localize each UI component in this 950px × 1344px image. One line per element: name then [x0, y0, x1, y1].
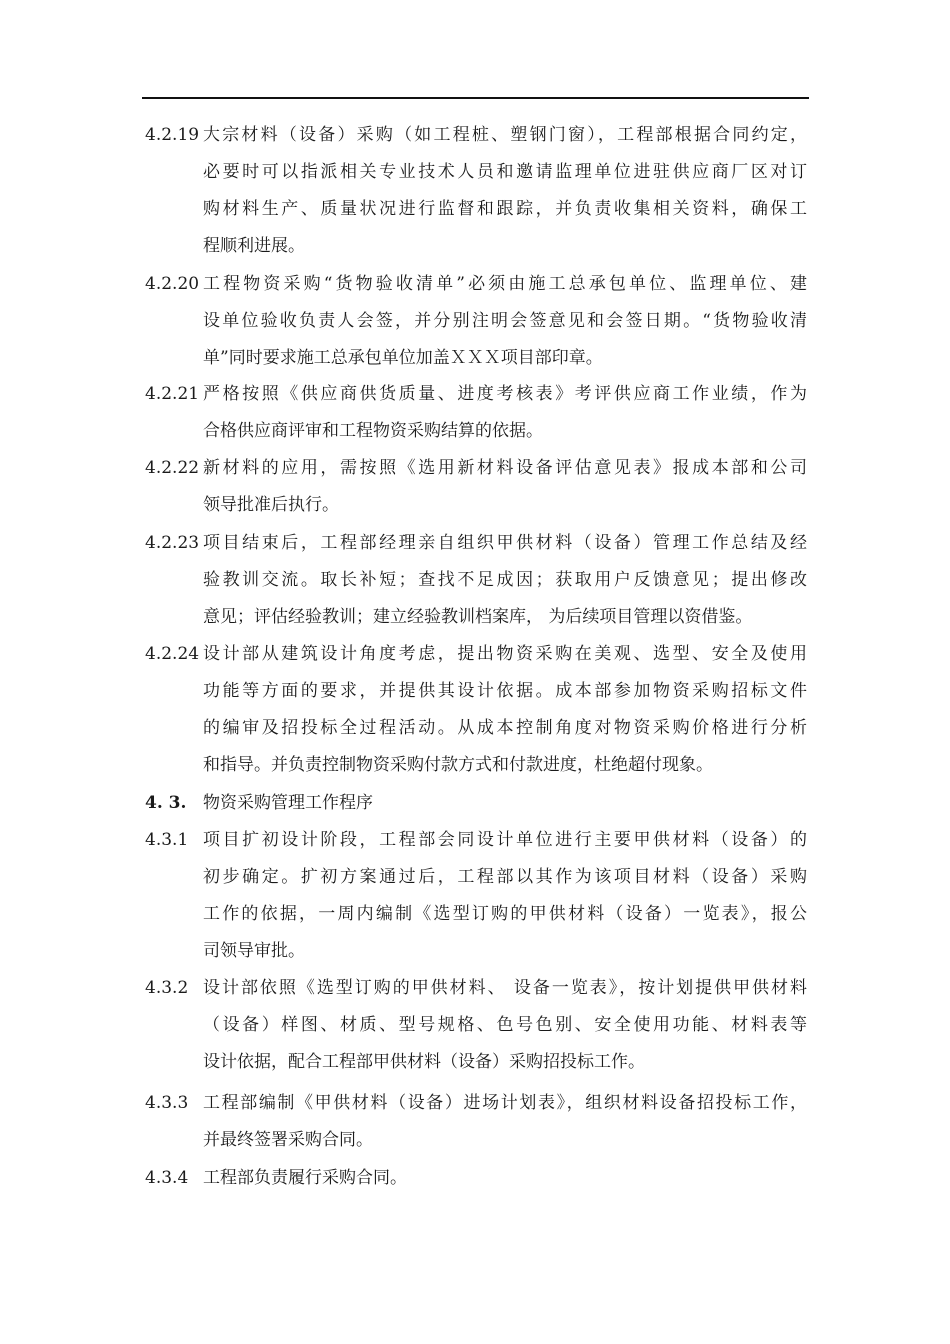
- text-line: 合格供应商评审和工程物资采购结算的依据。: [203, 421, 543, 441]
- clause-number: 4.2.19: [145, 125, 200, 145]
- text-line: （设备）样图、材质、型号规格、色号色别、安全使用功能、材料表等: [203, 1015, 807, 1035]
- text-line: 必要时可以指派相关专业技术人员和邀请监理单位进驻供应商厂区对订: [203, 162, 807, 182]
- clause-number: 4.2.21: [145, 384, 200, 404]
- clause-text: [203, 450, 807, 524]
- clause-text: [203, 376, 807, 450]
- text-line: 初步确定。扩初方案通过后，工程部以其作为该项目材料（设备）采购: [203, 867, 807, 887]
- clause-number: 4.3.4: [145, 1168, 189, 1188]
- clause-text: [203, 1085, 807, 1159]
- text-line: 工程物资采购“货物验收清单”必须由施工总承包单位、监理单位、建: [203, 274, 807, 294]
- clause-text: [203, 117, 807, 265]
- header-rule: [142, 97, 809, 99]
- text-line: 项目结束后，工程部经理亲自组织甲供材料（设备）管理工作总结及经: [203, 533, 807, 553]
- clause-text: [203, 525, 807, 636]
- text-line: 的编审及招投标全过程活动。从成本控制角度对物资采购价格进行分析: [203, 718, 807, 738]
- section-number: 4. 3.: [145, 793, 187, 813]
- text-line: 意见；评估经验教训；建立经验教训档案库， 为后续项目管理以资借鉴。: [203, 607, 753, 627]
- text-line: 单”同时要求施工总承包单位加盖ＸＸＸ项目部印章。: [203, 348, 603, 368]
- text-line: 物资采购管理工作程序: [203, 793, 373, 813]
- clause-text: [203, 266, 807, 377]
- section-title: [203, 785, 807, 822]
- text-line: 领导批准后执行。: [203, 495, 339, 515]
- clause-text: [203, 970, 807, 1081]
- text-line: 新材料的应用，需按照《选用新材料设备评估意见表》报成本部和公司: [203, 458, 807, 478]
- text-line: 设计依据，配合工程部甲供材料（设备）采购招投标工作。: [203, 1052, 645, 1072]
- text-line: 程顺利进展。: [203, 236, 305, 256]
- text-line: 司领导审批。: [203, 941, 305, 961]
- clause-number: 4.2.20: [145, 274, 200, 294]
- clause-text: [203, 1160, 807, 1197]
- text-line: 工作的依据，一周内编制《选型订购的甲供材料（设备）一览表》，报公: [203, 904, 807, 924]
- text-line: 设计部从建筑设计角度考虑，提出物资采购在美观、选型、安全及使用: [203, 644, 807, 664]
- text-line: 设单位验收负责人会签，并分别注明会签意见和会签日期。“货物验收清: [203, 311, 807, 331]
- text-line: 严格按照《供应商供货质量、进度考核表》考评供应商工作业绩，作为: [203, 384, 807, 404]
- text-line: 验教训交流。取长补短；查找不足成因；获取用户反馈意见；提出修改: [203, 570, 807, 590]
- text-line: 项目扩初设计阶段，工程部会同设计单位进行主要甲供材料（设备）的: [203, 830, 807, 850]
- clause-number: 4.2.22: [145, 458, 200, 478]
- text-line: 设计部依照《选型订购的甲供材料、 设备一览表》，按计划提供甲供材料: [203, 978, 807, 998]
- text-line: 大宗材料（设备）采购（如工程桩、塑钢门窗），工程部根据合同约定，: [203, 125, 807, 145]
- text-line: 工程部负责履行采购合同。: [203, 1168, 407, 1188]
- text-line: 购材料生产、质量状况进行监督和跟踪，并负责收集相关资料，确保工: [203, 199, 807, 219]
- clause-number: 4.2.23: [145, 533, 200, 553]
- clause-text: [203, 636, 807, 784]
- clause-text: [203, 822, 807, 970]
- text-line: 工程部编制《甲供材料（设备）进场计划表》，组织材料设备招投标工作，: [203, 1093, 807, 1113]
- text-line: 和指导。并负责控制物资采购付款方式和付款进度，杜绝超付现象。: [203, 755, 713, 775]
- clause-number: 4.2.24: [145, 644, 200, 664]
- text-line: 功能等方面的要求，并提供其设计依据。成本部参加物资采购招标文件: [203, 681, 807, 701]
- clause-number: 4.3.2: [145, 978, 189, 998]
- clause-number: 4.3.3: [145, 1093, 189, 1113]
- clause-number: 4.3.1: [145, 830, 189, 850]
- text-line: 并最终签署采购合同。: [203, 1130, 373, 1150]
